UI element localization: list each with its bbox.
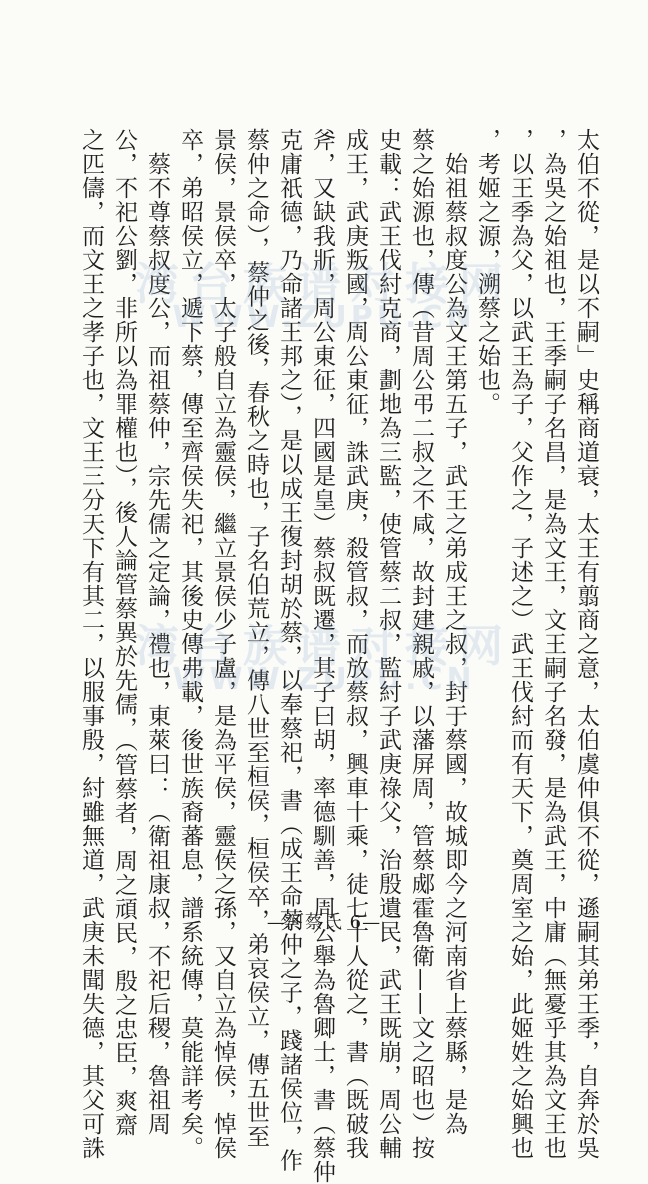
page-footer: —河蔡氏 6—	[266, 912, 382, 933]
text-column: 斧，又缺我斨，周公東征，四國是皇）蔡叔既遷，其子曰胡，率德馴善，周公舉為魯卿士，書（蔡仲	[309, 128, 335, 1184]
text-column: 成王，武庚叛國，周公東征，誅武庚，殺管叔，而放蔡叔，興車十乘，徒七十人從之，書（既破我	[342, 128, 368, 1160]
watermark-text: 湾台族谱对接网	[135, 621, 513, 672]
watermark-url: WWW.ZUPU.CN	[172, 300, 476, 335]
text-column: ，考姬之源，溯蔡之始也。	[474, 128, 500, 416]
text-column: 公，不祀公劉，非所以為罪權也），後人論管蔡異於先儒，（管蔡者，周之頑民，殷之忠臣，爽齋	[111, 128, 137, 1137]
text-column: ，以王季為父，以武王為子，父作之，子述之）武王伐紂而有天下，奠周室之始，此姬姓之始興也	[507, 128, 533, 1160]
watermark-url: WWW.ZUPU.CN	[172, 662, 476, 697]
text-column: 蔡仲之命），蔡仲之後，春秋之時也，子名伯荒立，傳八世至桓侯，桓侯卒，弟哀侯立，傳五世至	[243, 128, 269, 1149]
text-column: 太伯不從，是以不嗣」史稱商道衰，太王有翦商之意，太伯虞仲俱不從，遜嗣其弟王季，自奔於吳	[573, 128, 599, 1160]
text-column: 始祖蔡叔度公為文王第五子，武王之弟成王之叔，封于蔡國，故城即今之河南省上蔡縣，是為	[441, 152, 467, 1136]
text-column: 蔡不尊蔡叔度公，而祖蔡仲，宗先儒之定論，禮也，東萊曰：（衛祖康叔，不祀后稷，魯祖周	[144, 152, 170, 1136]
text-column: 景侯，景侯卒，太子般自立為靈侯，繼立景侯少子盧，是為平侯，靈侯之孫，又自立為悼侯，悼侯	[210, 128, 236, 1160]
text-column: 蔡之始源也，傳（昔周公弔二叔之不咸，故封建親戚，以藩屏周，管蔡郕霍魯衛——文之昭也）按	[408, 128, 434, 1160]
text-column: 之匹儔，而文王之孝子也，文王三分天下有其二，以服事殷，紂雖無道，武庚未聞失德，其父可誅	[78, 128, 104, 1160]
text-column: 克庸祇德，乃命諸王邦之），是以成王復封胡於蔡，以奉蔡祀，書（成王命蔡仲之子，踐諸侯位，作	[276, 128, 302, 1173]
watermark-text: 湾台族谱对接网	[135, 259, 513, 310]
text-column: ，為吳之始祖也，王季嗣子名昌，是為文王，文王嗣子名發，是為武王，中庸（無憂乎其為文王也	[540, 128, 566, 1160]
text-column: 卒，弟昭侯立，遞下蔡，傳至齊侯失祀，其後史傳弗載，後世族裔蕃息，譜系統傳，莫能詳考矣。	[177, 128, 203, 1160]
text-column: 史載：武王伐紂克商，劃地為三監，使管蔡二叔，監紂子武庚祿父，治殷遺民，武王既崩，周公輔	[375, 128, 401, 1160]
vertical-text-body	[42, 128, 602, 1184]
